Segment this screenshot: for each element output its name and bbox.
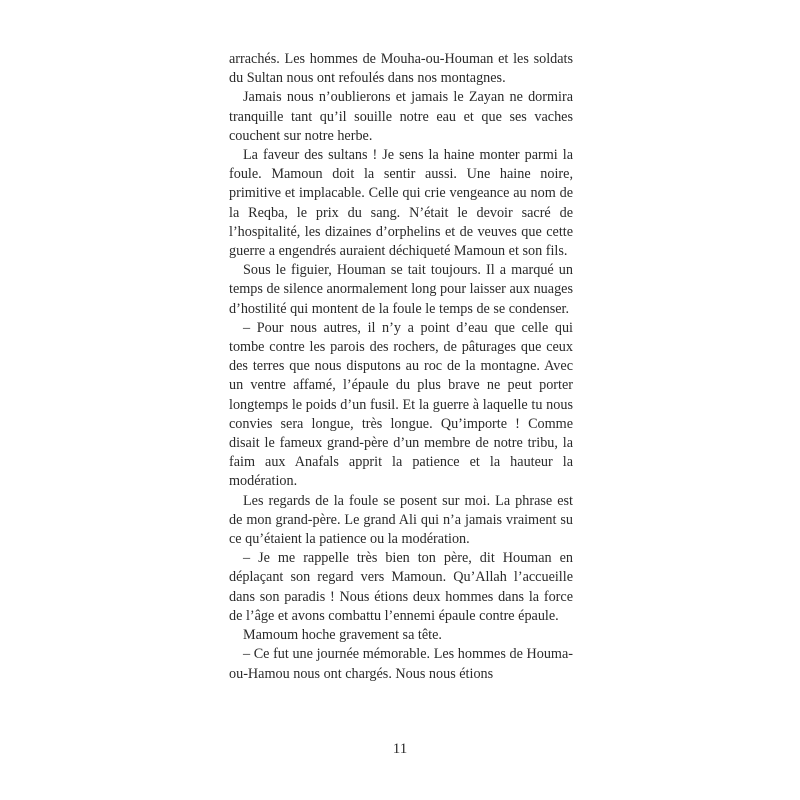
dialogue-paragraph: – Ce fut une journée mémorable. Les hommes de Houma-ou-Hamou nous ont chargés. Nous nous étions — [229, 646, 573, 682]
paragraph: Sous le figuier, Houman se tait toujours. Il a marqué un temps de silence anormalement long pour laisser aux nuages d’hostilité qui montent de la foule le temps de se condenser. — [229, 262, 573, 317]
page-number: 11 — [392, 741, 408, 757]
dialogue-paragraph: – Pour nous autres, il n’y a point d’eau que celle qui tombe contre les parois des rochers, de pâturages que ceux des terres que nous disputons au roc de la montagne. Avec un ventre affamé, l’épaule du plus brave ne peut porter longtemps le poids d’un fusil. Et la guerre à laquelle tu nous convies sera longue, très longue. Qu’importe ! Comme disait le fameux grand-père d’un membre de notre tribu, la faim aux Anafals apprit la patience et la hauteur la modération. — [229, 319, 573, 490]
paragraph: Les regards de la foule se posent sur moi. La phrase est de mon grand-père. Le grand Ali qui n’a jamais vraiment su ce qu’étaient la patience ou la modération. — [229, 492, 573, 548]
paragraph: La faveur des sultans ! Je sens la haine monter parmi la foule. Mamoun doit la sentir aussi. Une haine noire, primitive et implacable. Celle qui crie vengeance au nom de la Reqba, le prix du sang. N’était le devoir sacré de l’hospitalité, les dizaines d’orphelins et de veuves que cette guerre a engendrés auraient déchiqueté Mamoun et son fils. — [229, 147, 573, 260]
paragraph: Jamais nous n’oublierons et jamais le Zayan ne dormira tranquille tant qu’il souille notre eau et que ses vaches couchent sur notre herbe. — [229, 89, 573, 144]
dialogue-paragraph: – Je me rappelle très bien ton père, dit Houman en déplaçant son regard vers Mamoun. Qu’Allah l’accueille dans son paradis ! Nous étions deux hommes dans la force de l’âge et avons combattu l’ennemi épaule contre épaule. — [229, 550, 573, 624]
paragraph: arrachés. Les hommes de Mouha-ou-Houman et les soldats du Sultan nous ont refoulés dans nos montagnes. — [229, 51, 573, 87]
body-text — [229, 50, 573, 684]
paragraph: Mamoum hoche gravement sa tête. — [243, 627, 442, 644]
